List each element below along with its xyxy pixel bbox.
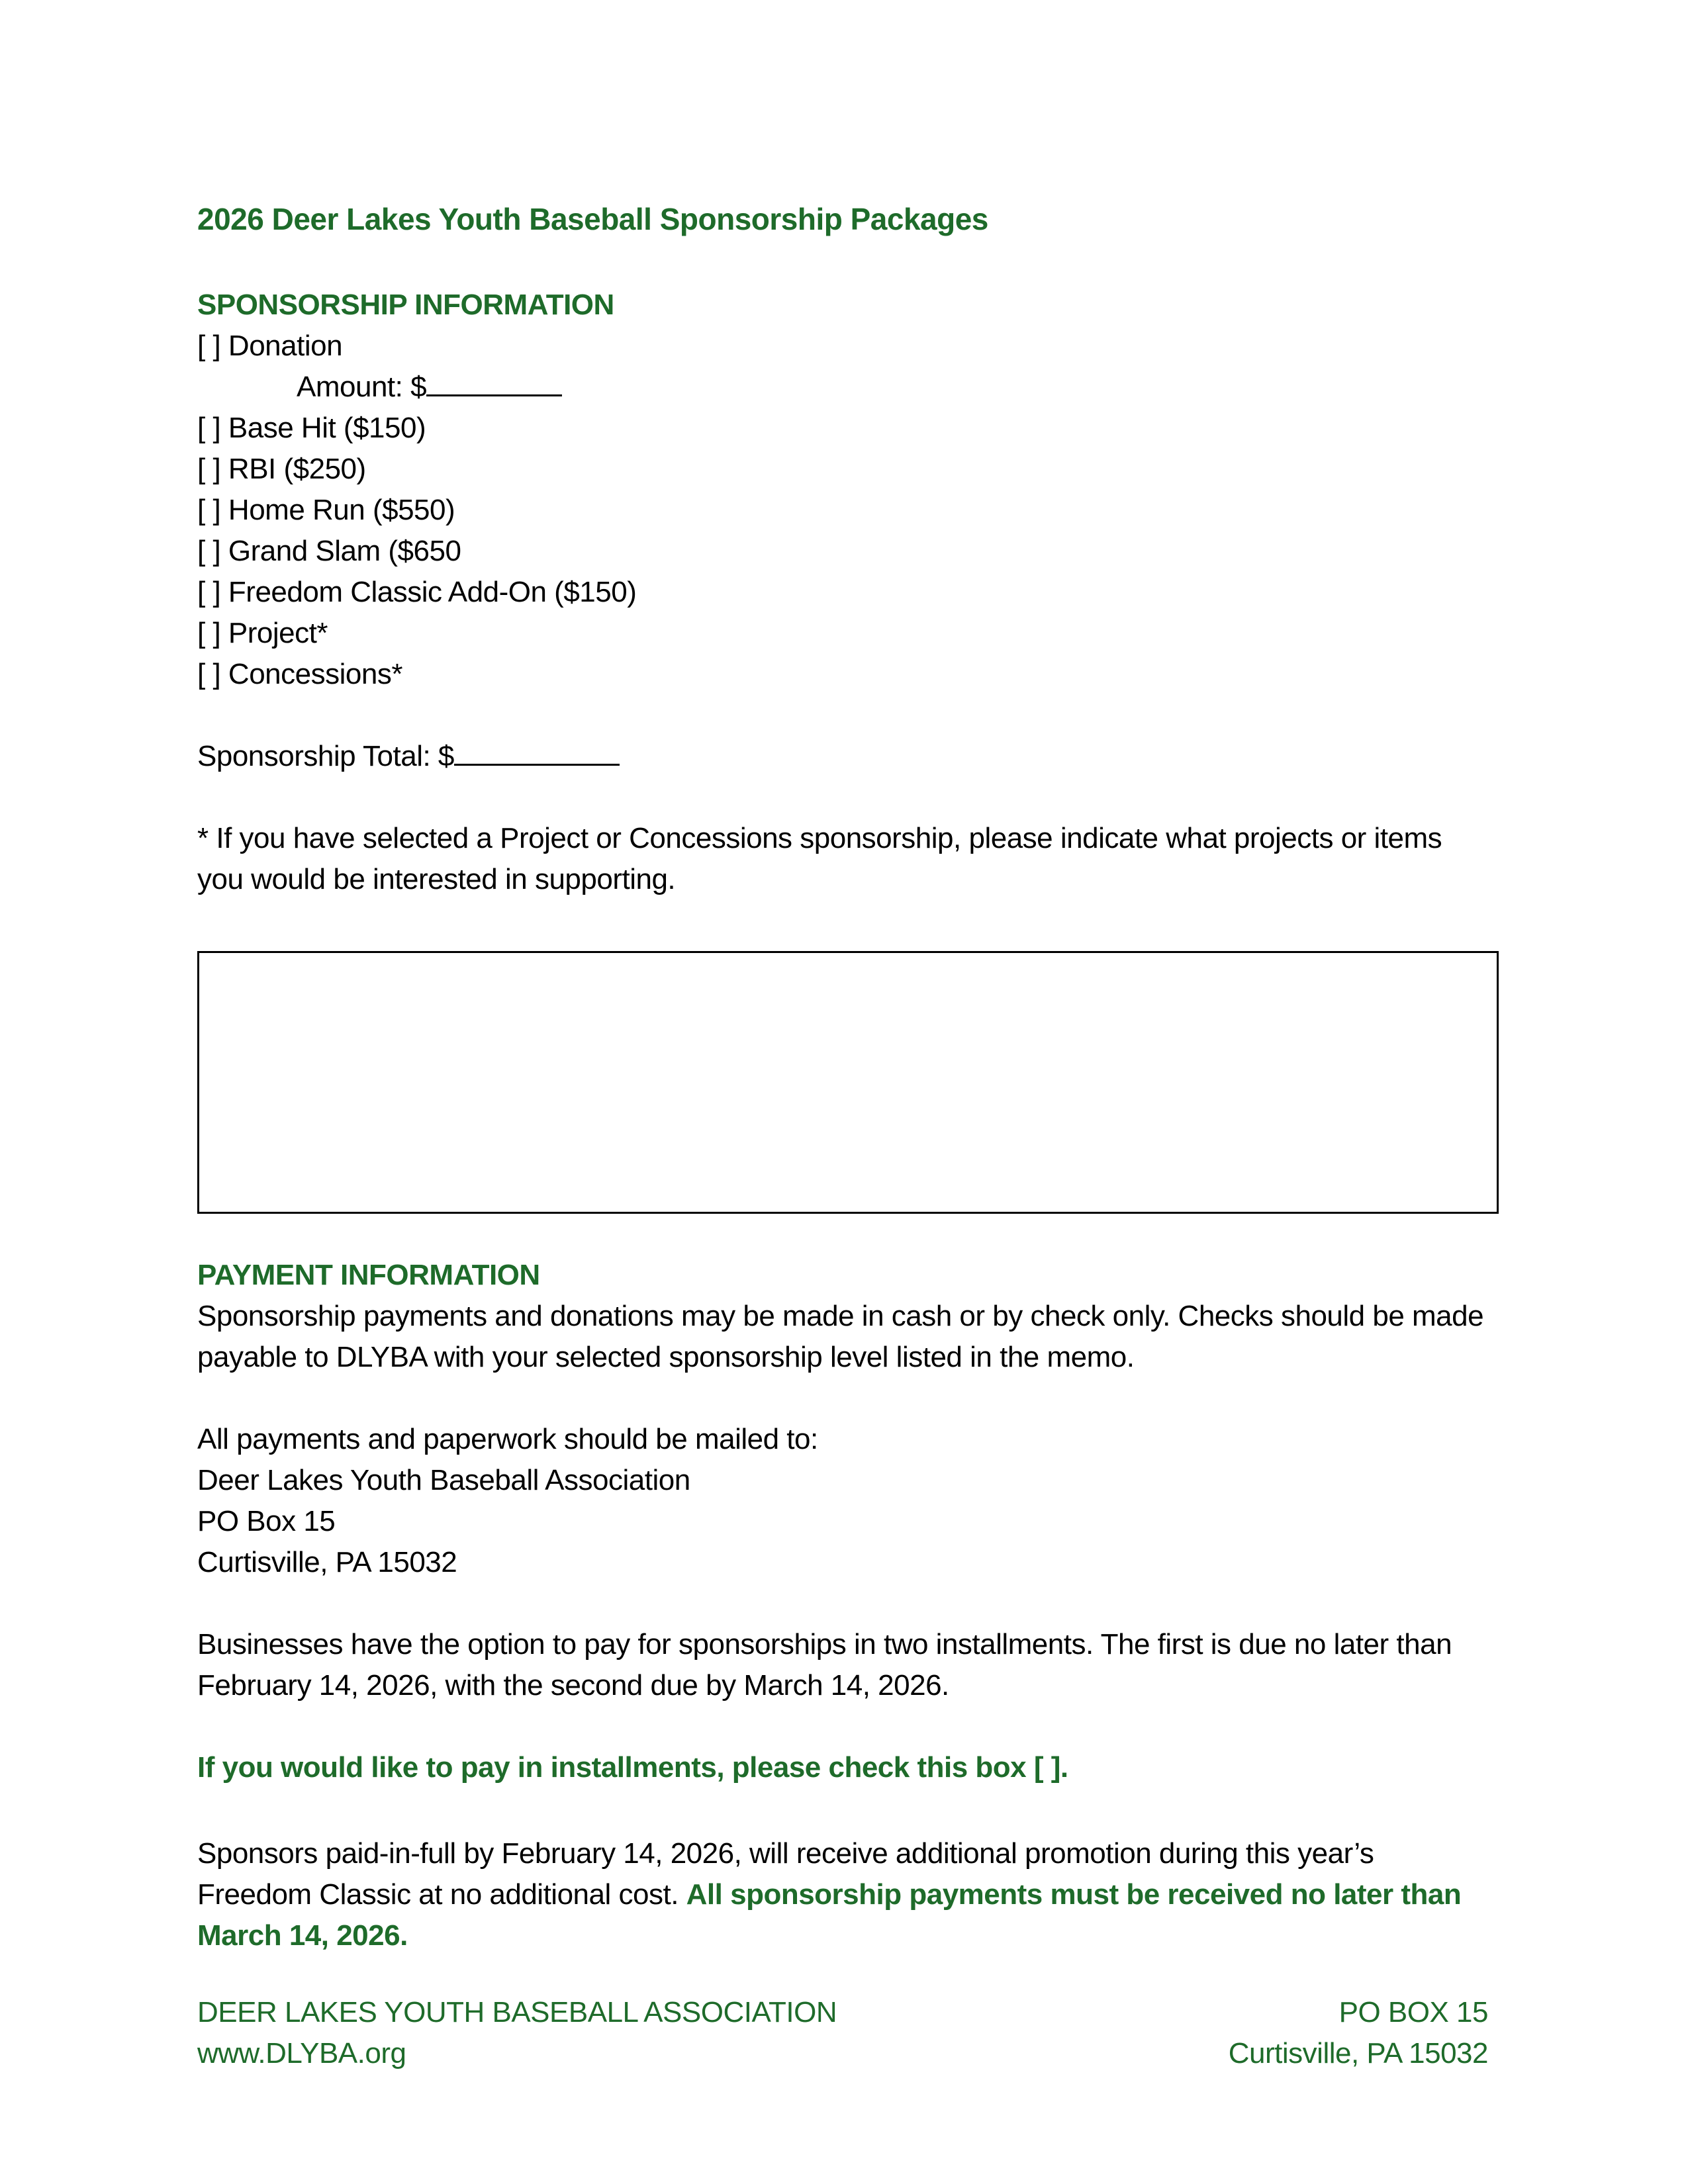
option-home-run[interactable] xyxy=(197,490,455,531)
project-note: * If you have selected a Project or Concessions sponsorship, please indicate what projects or items you would be interested in supporting. xyxy=(197,822,1442,895)
promo-paragraph xyxy=(197,1833,1495,1956)
mail-intro: All payments and paperwork should be mailed to: xyxy=(197,1423,818,1455)
sponsorship-total-row xyxy=(197,736,620,777)
option-base-hit[interactable] xyxy=(197,408,426,449)
installment-checkbox-text[interactable]: If you would like to pay in installments, please check this box [ ]. xyxy=(197,1751,1068,1784)
option-label: Base Hit ($150) xyxy=(228,412,426,444)
footer-city: Curtisville, PA 15032 xyxy=(1228,2037,1488,2070)
deadline-text: All sponsorship payments must be received no later than March 14, 2026. xyxy=(197,1878,1462,1952)
checkbox-icon[interactable]: [ ] xyxy=(197,617,221,649)
option-rbi[interactable] xyxy=(197,449,366,490)
footer-po-box: PO BOX 15 xyxy=(1338,1996,1488,2028)
checkbox-icon[interactable]: [ ] xyxy=(197,576,221,608)
address-line-1: Deer Lakes Youth Baseball Association xyxy=(197,1464,690,1496)
total-label: Sponsorship Total: $ xyxy=(197,740,454,772)
sponsorship-heading: SPONSORSHIP INFORMATION xyxy=(197,289,614,321)
option-label: Home Run ($550) xyxy=(228,494,455,526)
option-concessions[interactable] xyxy=(197,654,402,695)
installments-text: Businesses have the option to pay for sponsorships in two installments. The first is due no later than February 14, 2026, with the second due by March 14, 2026. xyxy=(197,1628,1452,1702)
checkbox-icon[interactable]: [ ] xyxy=(197,658,221,690)
option-label: RBI ($250) xyxy=(228,453,366,485)
checkbox-icon[interactable]: [ ] xyxy=(197,330,221,362)
option-grand-slam[interactable] xyxy=(197,531,461,572)
donation-amount-row xyxy=(297,367,562,408)
amount-field[interactable] xyxy=(426,368,562,396)
option-freedom-classic[interactable] xyxy=(197,572,636,613)
page-title: 2026 Deer Lakes Youth Baseball Sponsorship Packages xyxy=(197,202,988,236)
promo-text: Sponsors paid-in-full by February 14, 2026, will receive additional promotion during this year’s Freedom Classic at no additional cost. xyxy=(197,1837,1374,1911)
footer-website-link[interactable]: www.DLYBA.org xyxy=(197,2037,406,2070)
amount-label: Amount: $ xyxy=(297,371,427,403)
option-label: Donation xyxy=(228,330,343,362)
donation-option[interactable] xyxy=(197,326,342,367)
total-field[interactable] xyxy=(454,737,620,766)
option-label: Project* xyxy=(228,617,328,649)
payment-heading: PAYMENT INFORMATION xyxy=(197,1259,540,1291)
option-label: Concessions* xyxy=(228,658,402,690)
option-label: Freedom Classic Add-On ($150) xyxy=(228,576,637,608)
option-label: Grand Slam ($650 xyxy=(228,535,461,567)
option-project[interactable] xyxy=(197,613,328,654)
footer-org: DEER LAKES YOUTH BASEBALL ASSOCIATION xyxy=(197,1996,837,2028)
checkbox-icon[interactable]: [ ] xyxy=(197,453,221,485)
checkbox-icon[interactable]: [ ] xyxy=(197,494,221,526)
checkbox-icon[interactable]: [ ] xyxy=(197,535,221,567)
footer-row-2 xyxy=(197,2033,1488,2074)
footer-row-1 xyxy=(197,1992,1488,2033)
checkbox-icon[interactable]: [ ] xyxy=(197,412,221,444)
payment-methods-text: Sponsorship payments and donations may be made in cash or by check only. Checks should be made payable to DLYBA with your selected sponsorship level listed in the memo. xyxy=(197,1300,1484,1373)
project-interest-textbox[interactable] xyxy=(197,951,1499,1214)
address-line-3: Curtisville, PA 15032 xyxy=(197,1546,457,1578)
address-line-2: PO Box 15 xyxy=(197,1505,336,1537)
